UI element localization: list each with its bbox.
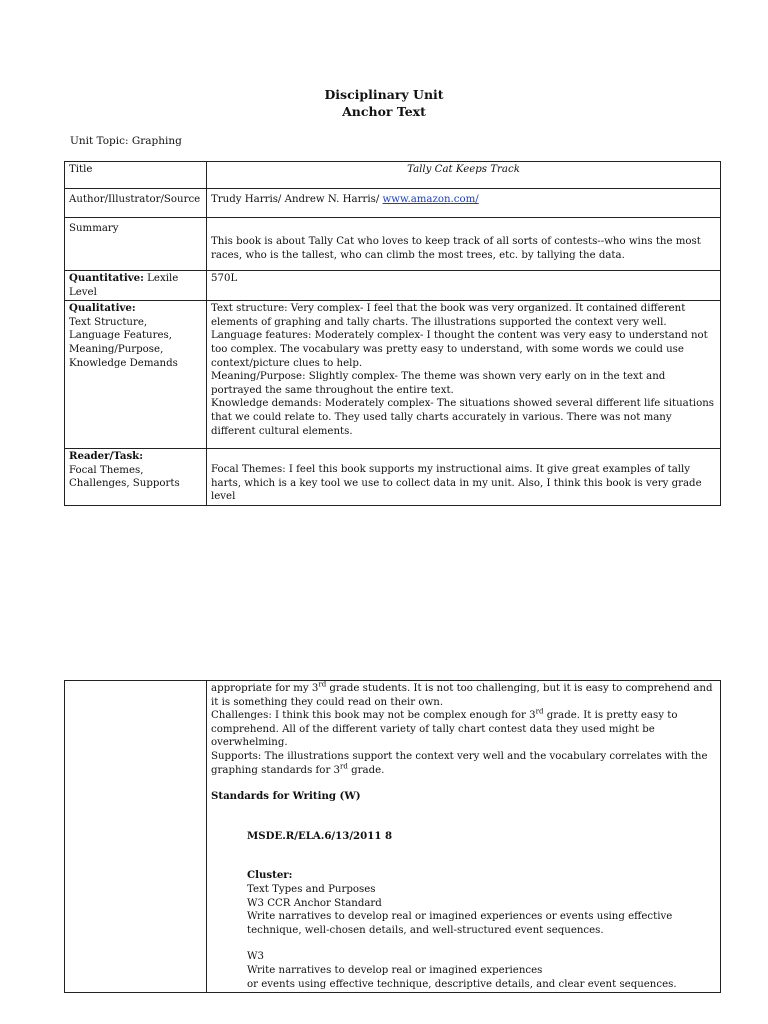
row-title [65,162,721,189]
continuation-row [65,681,721,993]
reader-task-label-rest: Focal Themes, Challenges, Supports [69,464,180,490]
superscript: rd [318,680,327,689]
cluster-line: W3 CCR Anchor Standard [247,897,382,909]
qualitative-value [207,301,721,449]
qualitative-label [65,301,207,449]
cluster-block [211,869,716,991]
text-run: grade students. It is not too challenging, but it is easy to comprehend and it is something they could read on their own. [211,683,713,708]
qualitative-label-line: Meaning/Purpose, [69,343,164,355]
row-reader-task [65,449,721,506]
summary-label: Summary [65,218,207,271]
w3-line: Write narratives to develop real or imagined experiences [247,964,543,976]
text-run: grade. It is pretty easy to comprehend. All of the different variety of tally chart contest data they used might be overwhelming. [211,710,678,749]
row-qualitative [65,301,721,449]
unit-topic: Unit Topic: Graphing [70,135,182,147]
anchor-text-table [64,161,721,506]
standards-heading: Standards for Writing (W) [211,790,361,803]
qualitative-label-line: Language Features, [69,330,172,342]
reader-task-value: Focal Themes: I feel this book supports my instructional aims. It give great examples of tally harts, which is a key tool we use to collect data in my unit. Also, I think this book is very grade level [207,449,721,506]
row-quantitative [65,271,721,301]
text-run: Challenges: I think this book may not be complex enough for 3 [211,710,536,722]
w3-line: or events using effective technique, descriptive details, and clear event sequences. [247,978,677,990]
cluster-label: Cluster: [247,869,293,882]
reader-task-label-bold: Reader/Task: [69,450,144,463]
grade-level-paragraph [211,682,716,709]
text-run: Supports: The illustrations support the context very well and the vocabulary correlates with the graphing standards for 3 [211,750,708,776]
superscript: rd [340,762,348,771]
reader-task-label [65,449,207,506]
qualitative-label-line: Knowledge Demands [69,357,178,369]
quantitative-label-bold: Quantitative: [69,272,144,284]
continuation-table [64,680,721,993]
title-value: Tally Cat Keeps Track [207,162,721,189]
text-run: grade. [347,764,385,776]
meaning-purpose-paragraph: Meaning/Purpose: Slightly complex- The theme was shown very early on in the text and portrayed the same throughout the entire text. [211,371,666,396]
quantitative-label-rest: Lexile Level [69,273,179,298]
w3-label: W3 [247,951,264,963]
msde-code: MSDE.R/ELA.6/13/2011 8 [247,829,393,842]
row-author [65,189,721,218]
text-run: appropriate for my 3 [211,683,319,694]
title-line-2: Anchor Text [342,104,426,119]
continuation-value-cell [207,681,721,993]
author-value: Trudy Harris/ Andrew N. Harris/ [211,194,383,205]
superscript: rd [535,707,544,716]
cluster-line: Write narratives to develop real or imagined experiences or events using effective technique, well-chosen details, and well-structured event sequences. [247,911,673,936]
row-summary [65,218,721,271]
quantitative-value: 570L [207,271,721,301]
qualitative-label-bold: Qualitative: [69,302,136,315]
quantitative-label [65,271,207,301]
document-title [0,86,768,120]
title-line-1: Disciplinary Unit [324,87,444,102]
continuation-label-cell [65,681,207,993]
author-cell [207,189,721,218]
knowledge-demands-paragraph: Knowledge demands: Moderately complex- The situations showed several different life situations that we could relate to. They used tally charts accurately in various. There was not many different cultural elements. [211,398,715,437]
text-structure-paragraph: Text structure: Very complex- I feel that the book was very organized. It contained different elements of graphing and tally charts. The illustrations supported the context very well. [211,303,686,328]
amazon-link[interactable]: www.amazon.com/ [382,194,479,205]
challenges-paragraph [211,709,716,750]
author-label: Author/Illustrator/Source [65,189,207,218]
language-features-paragraph: Language features: Moderately complex- I thought the content was very easy to understand not too complex. The vocabulary was pretty easy to understand, with some words we could use context/picture clues to help. [211,330,708,369]
title-label: Title [65,162,207,189]
supports-paragraph [211,750,716,777]
qualitative-label-line: Text Structure, [69,316,148,328]
summary-value: This book is about Tally Cat who loves to keep track of all sorts of contests--who wins the most races, who is the tallest, who can climb the most trees, etc. by tallying the data. [207,218,721,271]
cluster-line: Text Types and Purposes [247,883,376,895]
